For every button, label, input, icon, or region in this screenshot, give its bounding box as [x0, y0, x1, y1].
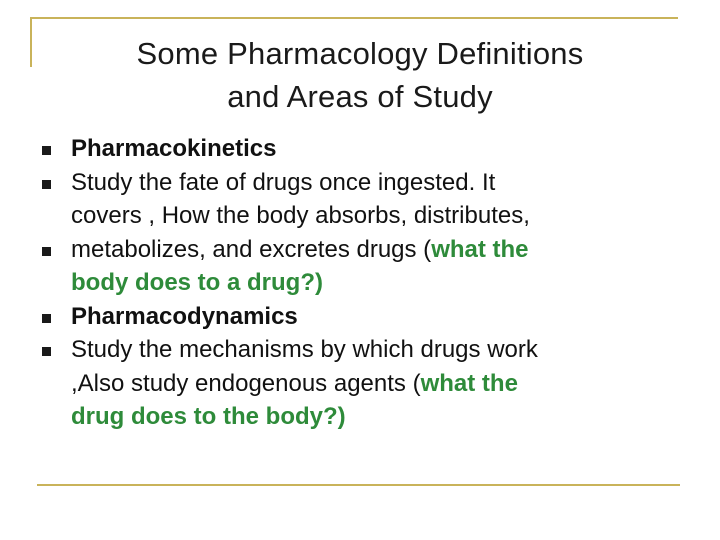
bullet-list [42, 132, 672, 434]
line-text: Study the mechanisms by which drugs work [71, 336, 538, 363]
line-text: covers , How the body absorbs, distributes, [71, 202, 530, 229]
bottom-rule [37, 484, 680, 486]
list-item [42, 166, 672, 200]
line-text: metabolizes, and excretes drugs ( [71, 235, 432, 263]
highlight-text: body does to a drug?) [71, 269, 323, 296]
highlight-text: drug does to the body?) [71, 403, 346, 430]
list-item [42, 199, 672, 233]
list-item [42, 132, 672, 166]
line-text: Pharmacokinetics [71, 135, 277, 162]
line-text: ,Also study endogenous agents ( [71, 369, 421, 397]
list-item [42, 333, 672, 367]
list-item [42, 266, 672, 300]
highlight-text: what the [431, 235, 529, 263]
list-item [42, 233, 672, 267]
top-rule [30, 17, 678, 19]
bullet-square-icon [42, 314, 51, 323]
bullet-square-icon [42, 180, 51, 189]
title-line-2: and Areas of Study [227, 79, 493, 114]
highlight-text: what the [420, 369, 518, 397]
list-item [42, 367, 672, 401]
left-rule [30, 17, 32, 67]
bullet-square-icon [42, 247, 51, 256]
list-item [42, 400, 672, 434]
title-line-1: Some Pharmacology Definitions [136, 36, 584, 71]
line-text: Pharmacodynamics [71, 302, 298, 330]
slide-title [40, 32, 680, 118]
bullet-square-icon [42, 146, 51, 155]
list-item [42, 300, 672, 334]
line-text: Study the fate of drugs once ingested. It [71, 168, 496, 196]
bullet-square-icon [42, 347, 51, 356]
